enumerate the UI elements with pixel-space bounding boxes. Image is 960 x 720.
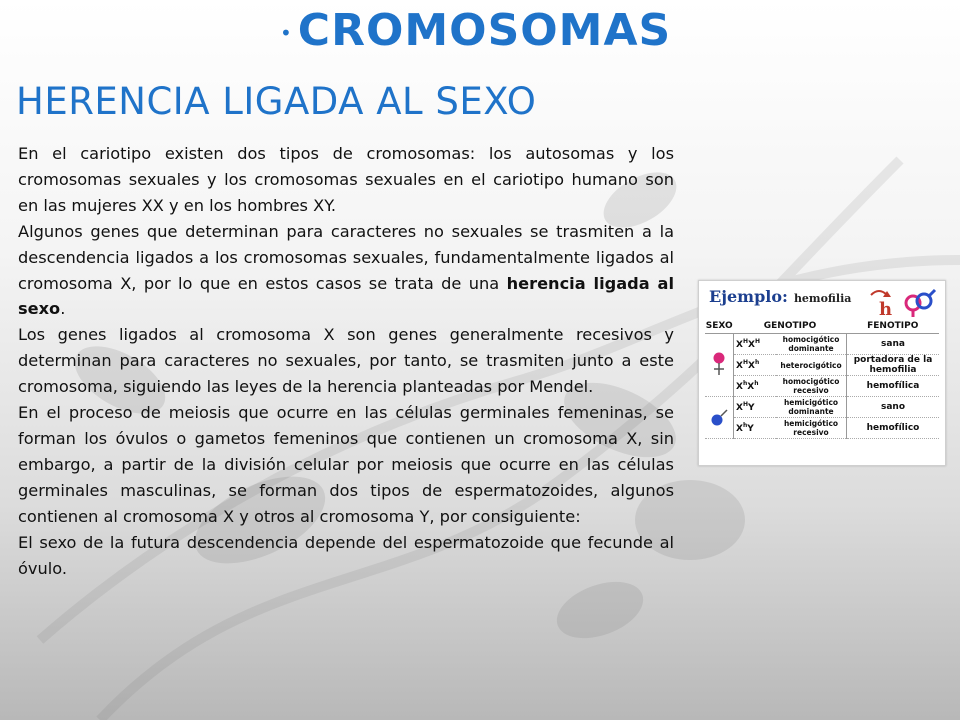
slide-subtitle: HERENCIA LIGADA AL SEXO — [16, 80, 537, 123]
paragraph-herencia-end: . — [60, 299, 66, 319]
phenotype-cell: hemofílica — [847, 376, 940, 397]
header-genotipo: GENOTIPO — [734, 319, 847, 334]
paragraph-herencia-text: Algunos genes que determinan para caracteres no sexuales se trasmiten a la descendencia ligados a los cromosomas sexuales, fundamentalmente ligados al cromosoma X, por lo que en estos casos se trata de una — [18, 221, 674, 293]
female-symbol-cell — [705, 334, 734, 397]
slide-title: CROMOSOMAS — [297, 4, 672, 56]
title-row — [280, 0, 671, 60]
genotype-desc: homocigótico dominante — [776, 334, 847, 355]
allele: Y — [747, 424, 754, 434]
table-row — [705, 376, 939, 397]
example-heading — [709, 287, 851, 315]
allele-sup: H — [754, 338, 760, 345]
header-sexo: SEXO — [705, 319, 734, 334]
allele: X — [736, 403, 743, 413]
male-symbol-cell — [705, 397, 734, 439]
allele-sup: H — [742, 359, 748, 366]
allele-sup: h — [742, 422, 748, 429]
title-bullet: • — [280, 21, 292, 45]
genotype-cell — [734, 334, 777, 355]
table-row — [705, 418, 939, 439]
female-icon — [710, 351, 728, 377]
paragraph-sexo: El sexo de la futura descendencia depende del espermatozoide que fecunde al óvulo. — [18, 532, 674, 578]
allele-sup: H — [742, 338, 748, 345]
allele-sup: h — [754, 380, 759, 387]
body-text — [18, 141, 674, 581]
gene-symbols-icon — [867, 285, 941, 319]
allele-sup: h — [742, 380, 748, 387]
table-row — [705, 397, 939, 418]
genotype-cell — [734, 397, 777, 418]
allele: X — [747, 340, 755, 350]
hemophilia-example-figure — [698, 280, 946, 466]
paragraph-cariotipo: En el cariotipo existen dos tipos de cromosomas: los autosomas y los cromosomas sexuales y los cromosomas sexuales en el cariotipo humano son en las mujeres XX y en los hombres XY. — [18, 144, 674, 215]
allele: X — [736, 340, 743, 350]
allele-sup: h — [754, 359, 760, 366]
allele: X — [747, 361, 755, 371]
allele: Y — [747, 403, 755, 413]
table-row — [705, 334, 939, 355]
phenotype-cell: portadora de la hemofilia — [847, 355, 940, 376]
example-word: hemofilia — [793, 292, 852, 305]
table-row — [705, 355, 939, 376]
phenotype-cell: sana — [847, 334, 940, 355]
genotype-desc: hemicigótico dominante — [776, 397, 847, 418]
genotype-cell — [734, 376, 777, 397]
genotype-cell — [734, 418, 777, 439]
genotype-desc: hemicigótico recesivo — [776, 418, 847, 439]
paragraph-genes-x: Los genes ligados al cromosoma X son genes generalmente recesivos y determinan para caracteres no sexuales, por tanto, se trasmiten junto a este cromosoma, siguiendo las leyes de la herencia planteadas por Mendel. — [18, 325, 674, 397]
herencia-ligada-bold: herencia ligada al sexo — [18, 273, 675, 319]
genotype-table — [705, 319, 939, 439]
allele: X — [736, 424, 743, 434]
phenotype-cell: hemofílico — [847, 418, 940, 439]
genotype-cell — [734, 355, 777, 376]
header-fenotipo: FENOTIPO — [847, 319, 940, 334]
example-label: Ejemplo: — [709, 287, 788, 306]
male-icon — [709, 406, 729, 428]
allele: X — [736, 382, 743, 392]
paragraph-meiosis: En el proceso de meiosis que ocurre en las células germinales femeninas, se forman los óvulos o gametos femeninos que contienen un cromosoma X, sin embargo, a partir de la división celular por meiosis que ocurre en las células germinales masculinas, se forman dos tipos de espermatozoides, algunos contienen al cromosoma X y otros al cromosoma Y, por consiguiente: — [18, 403, 674, 526]
phenotype-cell: sano — [847, 397, 940, 418]
gene-letter: h — [879, 299, 893, 319]
genotype-desc: heterocigótico — [776, 355, 847, 376]
paragraph-herencia — [18, 219, 674, 323]
allele: X — [736, 361, 743, 371]
genotype-desc: homocigótico recesivo — [776, 376, 847, 397]
allele: X — [747, 382, 755, 392]
allele-sup: H — [742, 401, 748, 408]
